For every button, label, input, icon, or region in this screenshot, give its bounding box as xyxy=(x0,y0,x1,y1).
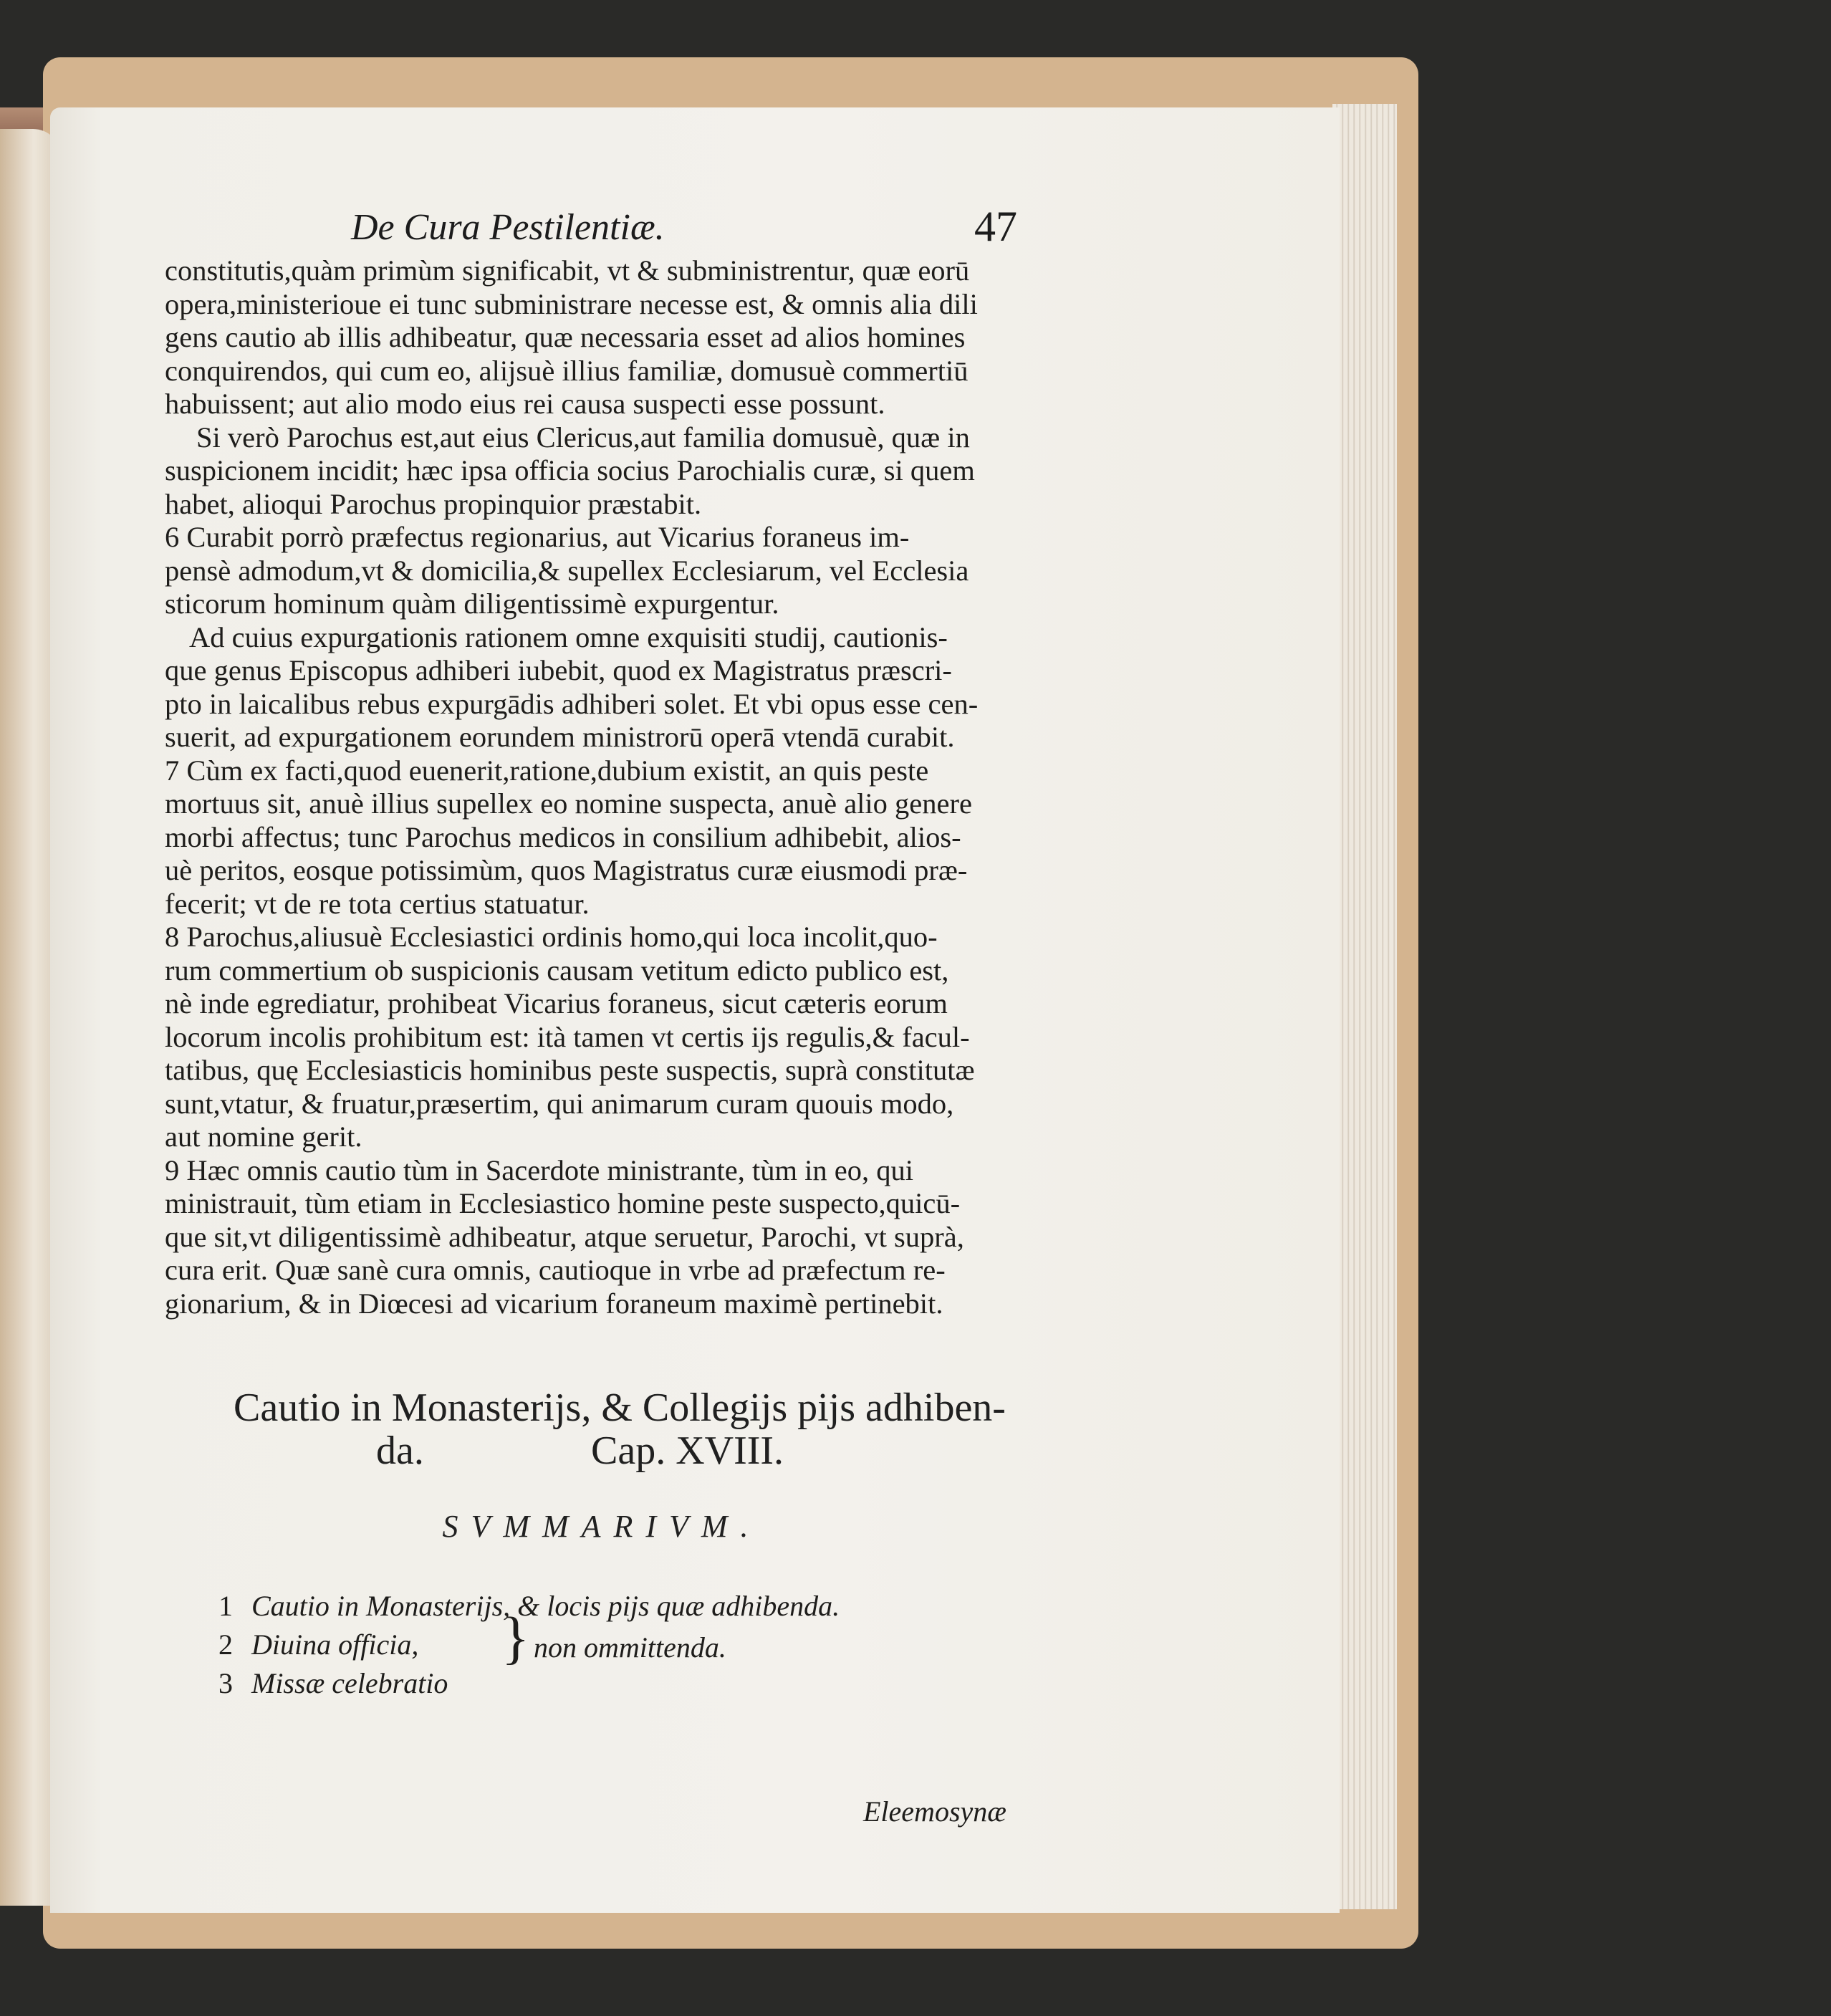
text-line: suerit, ad expurgationem eorundem ministrorū operā vtendā curabit. xyxy=(165,721,955,753)
text-line: 8 Parochus,aliusuè Ecclesiastici ordinis homo,qui loca incolit,quo- xyxy=(165,921,938,953)
chapter-number: Cap. XVIII. xyxy=(591,1429,784,1473)
text-line: rum commertium ob suspicionis causam vetitum edicto publico est, xyxy=(165,954,949,987)
page-block-edges xyxy=(1332,104,1397,1909)
text-line: tatibus, quę Ecclesiasticis hominibus peste suspectis, suprà constitutæ xyxy=(165,1054,975,1086)
text-line: que sit,vt diligentissimè adhibeatur, atque seruetur, Parochi, vt suprà, xyxy=(165,1220,964,1253)
text-line: 6 Curabit porrò præfectus regionarius, aut Vicarius foraneus im- xyxy=(165,521,910,553)
chapter-title-line-2: da. xyxy=(376,1429,424,1473)
catchword: Eleemosynæ xyxy=(863,1795,1006,1828)
text-line: gens cautio ab illis adhibeatur, quæ necessaria esset ad alios homines xyxy=(165,321,966,353)
text-line: suspicionem incidit; hæc ipsa officia socius Parochialis curæ, si quem xyxy=(165,454,975,486)
text-line: uè peritos, eosque potissimùm, quos Magistratus curæ eiusmodi præ- xyxy=(165,854,968,886)
text-line: sunt,vtatur, & fruatur,præsertim, qui animarum curam quouis modo, xyxy=(165,1087,954,1120)
summary-item-number: 3 xyxy=(218,1667,233,1699)
brace-icon: } xyxy=(501,1605,530,1670)
summary-item-text: Cautio in Monasterijs, & locis pijs quæ adhibenda. xyxy=(251,1590,840,1622)
text-line: fecerit; vt de re tota certius statuatur. xyxy=(165,887,590,920)
text-line: pto in laicalibus rebus expurgādis adhiberi solet. Et vbi opus esse cen- xyxy=(165,687,979,720)
text-line: locorum incolis prohibitum est: ità tamen vt certis ijs regulis,& facul- xyxy=(165,1020,970,1053)
text-line: gionarium, & in Diœcesi ad vicarium foraneum maximè pertinebit. xyxy=(165,1287,943,1320)
summary-item xyxy=(218,1664,935,1703)
summary-title: SVMMARIVM. xyxy=(442,1509,761,1544)
chapter-heading xyxy=(204,1386,1035,1472)
text-line: que genus Episcopus adhiberi iubebit, quod ex Magistratus præscri- xyxy=(165,654,952,686)
summary-shared-text: non ommittenda. xyxy=(534,1631,726,1664)
summary-item-number: 2 xyxy=(218,1628,233,1661)
text-line: 9 Hæc omnis cautio tùm in Sacerdote ministrante, tùm in eo, qui xyxy=(165,1153,913,1186)
text-line: mortuus sit, anuè illius supellex eo nomine suspecta, anuè alio genere xyxy=(165,787,972,820)
text-line: 7 Cùm ex facti,quod euenerit,ratione,dubium existit, an quis peste xyxy=(165,754,929,787)
text-line: cura erit. Quæ sanè cura omnis, cautioque in vrbe ad præfectum re- xyxy=(165,1254,946,1286)
chapter-title-line-1: Cautio in Monasterijs, & Collegijs pijs adhiben- xyxy=(234,1386,1006,1430)
book-page xyxy=(50,107,1340,1913)
text-line: constitutis,quàm primùm significabit, vt & subministrentur, quæ eorū xyxy=(165,254,970,287)
summary-list xyxy=(218,1587,935,1703)
text-line: morbi affectus; tunc Parochus medicos in consilium adhibebit, alios- xyxy=(165,820,961,853)
text-line: habet, alioqui Parochus propinquior præstabit. xyxy=(165,487,702,520)
text-line: opera,ministerioue ei tunc subministrare necesse est, & omnis alia dili xyxy=(165,287,978,320)
summary-item-text: Diuina officia, xyxy=(251,1628,419,1661)
page-header xyxy=(351,192,1017,256)
text-line: Si verò Parochus est,aut eius Clericus,aut familia domusuè, quæ in xyxy=(196,421,970,453)
text-line: ministrauit, tùm etiam in Ecclesiastico homine peste suspecto,quicū- xyxy=(165,1187,961,1219)
text-line: conquirendos, qui cum eo, alijsuè illius familiæ, domusuè commertiū xyxy=(165,354,969,387)
running-head: De Cura Pestilentiæ. xyxy=(351,207,665,248)
text-line: Ad cuius expurgationis rationem omne exquisiti studij, cautionis- xyxy=(189,620,948,653)
page-number: 47 xyxy=(974,203,1017,250)
text-line: pensè admodum,vt & domicilia,& supellex Ecclesiarum, vel Ecclesia xyxy=(165,554,969,587)
body-text xyxy=(165,254,1053,1320)
text-line: nè inde egrediatur, prohibeat Vicarius foraneus, sicut cæteris eorum xyxy=(165,987,948,1019)
summary-item xyxy=(218,1587,935,1626)
text-line: aut nomine gerit. xyxy=(165,1120,362,1153)
text-line: habuissent; aut alio modo eius rei causa suspecti esse possunt. xyxy=(165,388,885,420)
summary-item-text: Missæ celebratio xyxy=(251,1667,448,1699)
text-line: sticorum hominum quàm diligentissimè expurgentur. xyxy=(165,587,779,620)
summary-item-number: 1 xyxy=(218,1590,233,1622)
